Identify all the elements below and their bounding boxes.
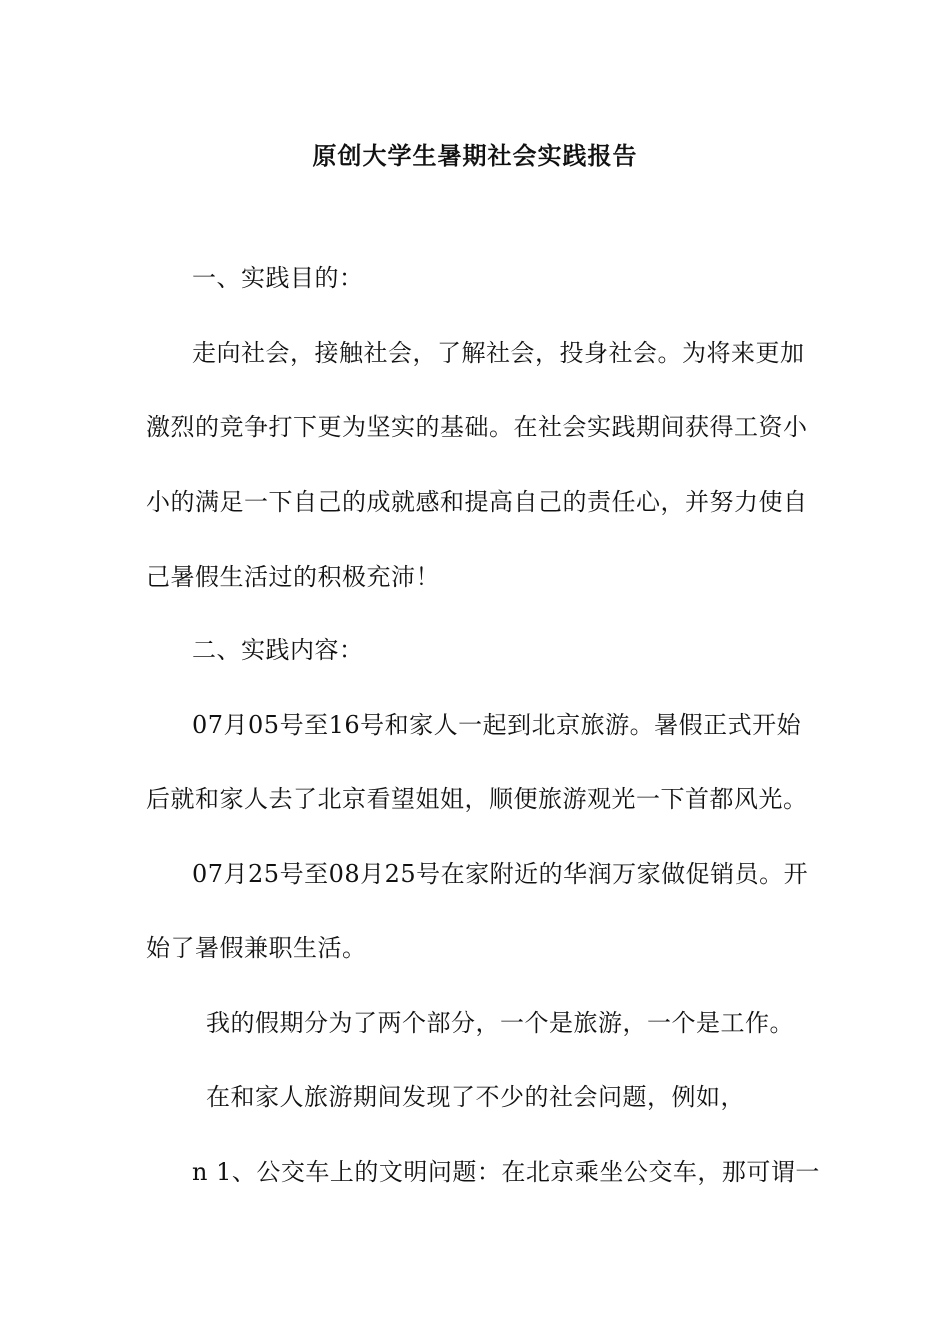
paragraph-line: 在和家人旅游期间发现了不少的社会问题，例如，	[206, 1083, 745, 1111]
section-heading-purpose: 一、实践目的：	[192, 264, 364, 292]
paragraph-line: 07月25号至08月25号在家附近的华润万家做促销员。开	[192, 860, 809, 888]
document-title: 原创大学生暑期社会实践报告	[312, 142, 638, 170]
paragraph-line: 07月05号至16号和家人一起到北京旅游。暑假正式开始	[192, 711, 802, 739]
paragraph-line: 激烈的竞争打下更为坚实的基础。在社会实践期间获得工资小	[146, 413, 808, 441]
paragraph-line: 我的假期分为了两个部分，一个是旅游，一个是工作。	[206, 1009, 794, 1037]
paragraph-line: 走向社会，接触社会，了解社会，投身社会。为将来更加	[192, 339, 805, 367]
list-item-line: n 1、公交车上的文明问题：在北京乘坐公交车，那可谓一	[192, 1158, 820, 1186]
section-heading-content: 二、实践内容：	[192, 636, 364, 664]
paragraph-line: 后就和家人去了北京看望姐姐，顺便旅游观光一下首都风光。	[146, 785, 808, 813]
paragraph-line: 己暑假生活过的积极充沛！	[146, 563, 440, 591]
paragraph-line: 始了暑假兼职生活。	[146, 934, 367, 962]
paragraph-line: 小的满足一下自己的成就感和提高自己的责任心，并努力使自	[146, 488, 808, 516]
